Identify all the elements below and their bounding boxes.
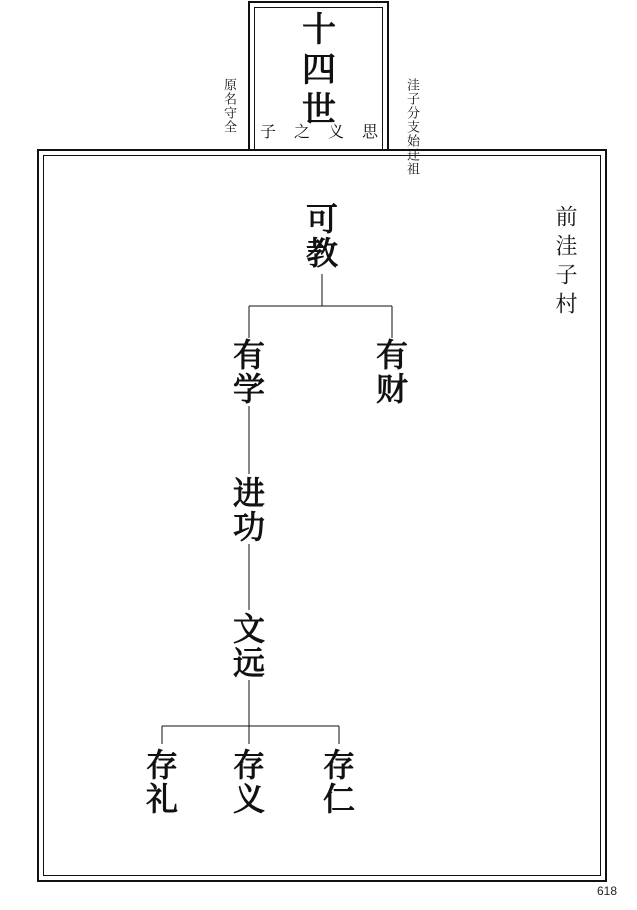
person-cunren: 存 仁: [322, 746, 355, 818]
person-cunli: 存 礼: [145, 746, 178, 818]
person-kejiao: 可 教: [305, 200, 338, 272]
person-youcai: 有 财: [375, 336, 408, 408]
subtitle-char: 思: [361, 122, 378, 141]
subtitle-char: 义: [327, 122, 344, 141]
subtitle-char: 子: [259, 122, 276, 141]
person-jingong: 进 功: [232, 474, 265, 546]
branch-founder-note: 洼子分支始迁祖: [404, 78, 419, 176]
generation-char: 世: [302, 90, 336, 130]
subtitle-char: 之: [293, 122, 310, 141]
page-number: 618: [596, 884, 617, 898]
person-cunyi: 存 义: [232, 746, 265, 818]
original-name-note: 原名守全: [221, 78, 236, 134]
generation-char: 十: [302, 10, 336, 50]
village-label: 前洼子村: [552, 205, 577, 321]
generation-char: 四: [302, 50, 336, 90]
person-wenyuan: 文 远: [232, 610, 265, 682]
person-youxue: 有 学: [232, 336, 265, 408]
